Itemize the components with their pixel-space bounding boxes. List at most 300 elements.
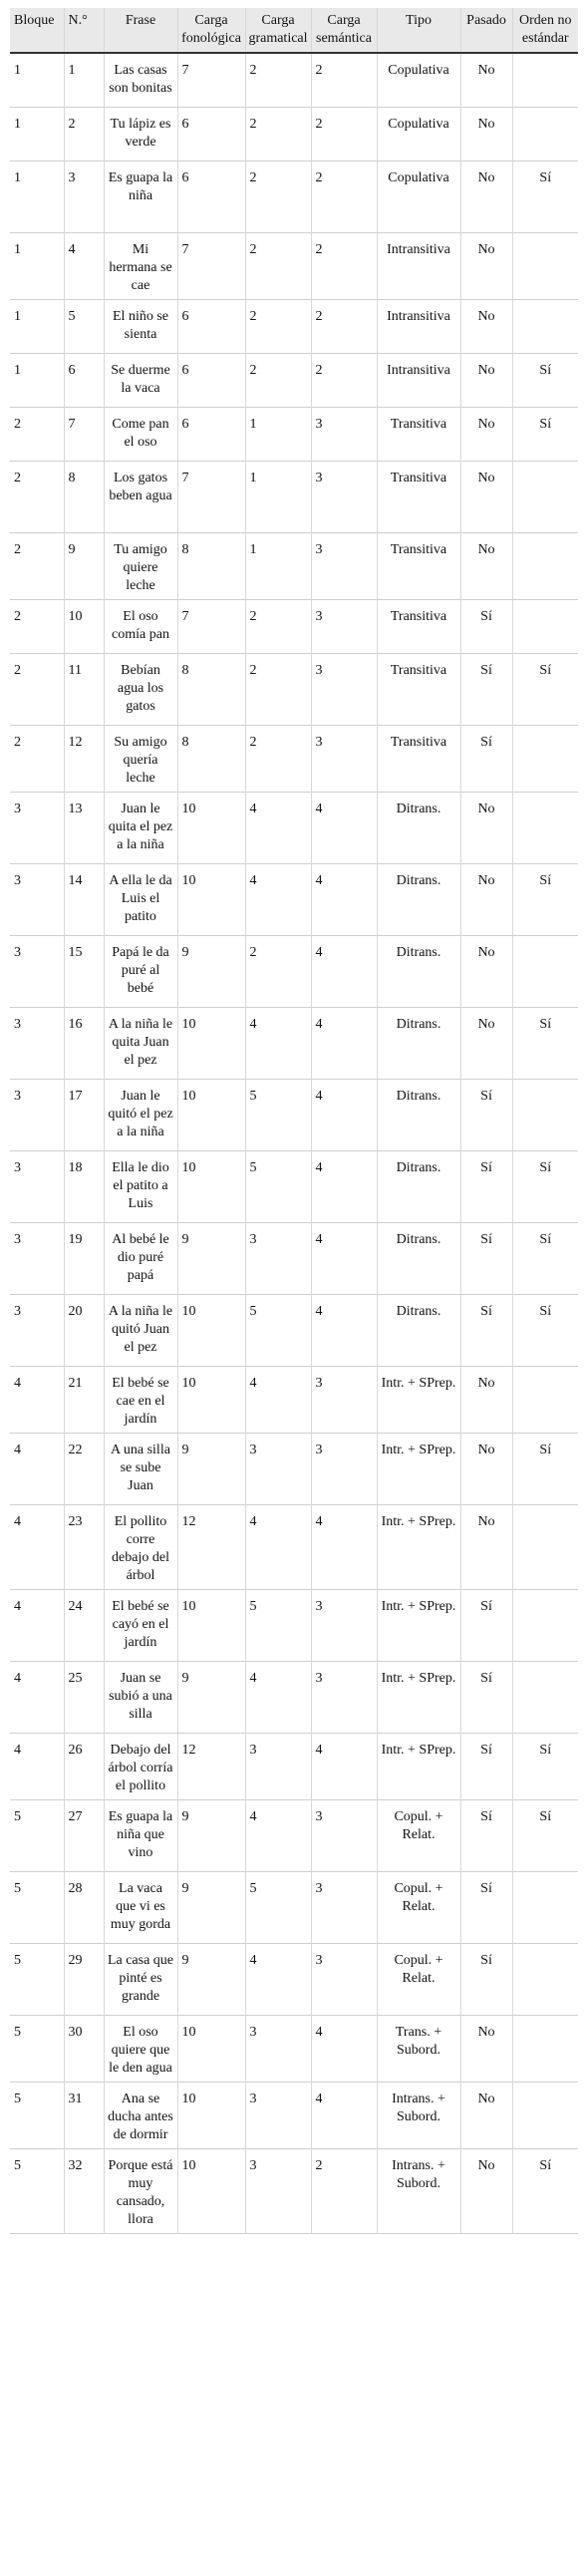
table-row [10, 2082, 578, 2148]
cell-pasado: Sí [460, 1943, 512, 2015]
cell-orden-no-estandar: Sí [512, 2148, 578, 2233]
cell-tipo: Copulativa [377, 161, 460, 232]
cell-orden-no-estandar [512, 107, 578, 161]
cell-carga-semantica: 3 [311, 653, 377, 725]
cell-orden-no-estandar [512, 532, 578, 599]
cell-frase: Los gatos beben agua [104, 461, 177, 532]
cell-pasado: No [460, 107, 512, 161]
cell-carga-fonologica: 10 [177, 2015, 245, 2082]
table-row [10, 2148, 578, 2233]
cell-pasado: Sí [460, 1733, 512, 1799]
cell-carga-semantica: 4 [311, 1294, 377, 1366]
table-row [10, 2015, 578, 2082]
table-row [10, 599, 578, 653]
cell-carga-semantica: 4 [311, 2015, 377, 2082]
cell-numero: 5 [64, 299, 104, 353]
cell-bloque: 5 [14, 1880, 21, 1896]
cell-carga-gramatical: 2 [245, 725, 311, 792]
cell-numero: 28 [64, 1871, 104, 1943]
cell-tipo: Intrans. + Subord. [377, 2148, 460, 2233]
cell-tipo: Transitiva [377, 407, 460, 461]
cell-frase: Es guapa la niña [104, 161, 177, 232]
cell-frase: Tu amigo quiere leche [104, 532, 177, 599]
cell-orden-no-estandar [512, 792, 578, 863]
cell-numero: 10 [64, 599, 104, 653]
cell-tipo: Ditrans. [377, 792, 460, 863]
cell-orden-no-estandar [512, 1871, 578, 1943]
cell-carga-semantica: 4 [311, 1504, 377, 1589]
cell-orden-no-estandar: Sí [512, 653, 578, 725]
cell-pasado: Sí [460, 1661, 512, 1733]
cell-bloque: 5 [14, 2157, 21, 2173]
cell-numero: 15 [64, 935, 104, 1007]
cell-carga-gramatical: 2 [245, 353, 311, 407]
cell-frase: Come pan el oso [104, 407, 177, 461]
cell-numero: 7 [64, 407, 104, 461]
cell-tipo: Intransitiva [377, 232, 460, 299]
cell-pasado: Sí [460, 1150, 512, 1222]
cell-carga-gramatical: 5 [245, 1589, 311, 1661]
table-row [10, 1589, 578, 1661]
cell-frase: Debajo del árbol corría el pollito [104, 1733, 177, 1799]
table-row [10, 1871, 578, 1943]
cell-pasado: Sí [460, 653, 512, 725]
cell-frase: La casa que pinté es grande [104, 1943, 177, 2015]
cell-carga-fonologica: 12 [177, 1733, 245, 1799]
header-orden-no-estandar: Orden no estándar [512, 8, 578, 53]
table-row [10, 1799, 578, 1871]
cell-bloque: 2 [14, 541, 21, 557]
cell-tipo: Intransitiva [377, 353, 460, 407]
cell-numero: 4 [64, 232, 104, 299]
cell-carga-fonologica: 7 [177, 53, 245, 107]
table-row [10, 1079, 578, 1150]
cell-numero: 30 [64, 2015, 104, 2082]
cell-bloque: 1 [14, 169, 21, 185]
cell-pasado: Sí [460, 1222, 512, 1294]
table-row [10, 1661, 578, 1733]
cell-numero: 11 [64, 653, 104, 725]
cell-bloque: 4 [14, 1375, 21, 1391]
cell-carga-fonologica: 10 [177, 1079, 245, 1150]
cell-tipo: Intr. + SPrep. [377, 1589, 460, 1661]
cell-frase: El oso quiere que le den agua [104, 2015, 177, 2082]
cell-frase: Tu lápiz es verde [104, 107, 177, 161]
cell-carga-fonologica: 10 [177, 1589, 245, 1661]
cell-numero: 18 [64, 1150, 104, 1222]
cell-carga-gramatical: 2 [245, 299, 311, 353]
cell-frase: Su amigo quería leche [104, 725, 177, 792]
cell-carga-fonologica: 8 [177, 532, 245, 599]
header-carga-gramatical: Carga gramatical [245, 8, 311, 53]
cell-bloque: 2 [14, 416, 21, 432]
cell-bloque: 3 [14, 944, 21, 960]
cell-pasado: No [460, 299, 512, 353]
cell-carga-gramatical: 4 [245, 792, 311, 863]
cell-tipo: Intr. + SPrep. [377, 1433, 460, 1504]
cell-pasado: Sí [460, 1079, 512, 1150]
cell-carga-semantica: 3 [311, 461, 377, 532]
cell-pasado: No [460, 353, 512, 407]
cell-carga-semantica: 3 [311, 725, 377, 792]
cell-carga-semantica: 3 [311, 1589, 377, 1661]
table-row [10, 161, 578, 232]
cell-numero: 8 [64, 461, 104, 532]
table-row [10, 53, 578, 107]
cell-carga-gramatical: 5 [245, 1150, 311, 1222]
cell-tipo: Copul. + Relat. [377, 1799, 460, 1871]
cell-bloque: 4 [14, 1742, 21, 1758]
cell-frase: Bebían agua los gatos [104, 653, 177, 725]
cell-carga-semantica: 3 [311, 407, 377, 461]
header-bloque: Bloque [10, 8, 64, 53]
cell-orden-no-estandar [512, 725, 578, 792]
cell-carga-fonologica: 10 [177, 863, 245, 935]
cell-orden-no-estandar: Sí [512, 161, 578, 232]
cell-numero: 12 [64, 725, 104, 792]
table-row [10, 353, 578, 407]
table-row [10, 1150, 578, 1222]
cell-carga-gramatical: 5 [245, 1294, 311, 1366]
cell-frase: Se duerme la vaca [104, 353, 177, 407]
table-row [10, 1007, 578, 1079]
cell-pasado: Sí [460, 1871, 512, 1943]
cell-carga-gramatical: 2 [245, 161, 311, 232]
cell-tipo: Transitiva [377, 653, 460, 725]
cell-tipo: Ditrans. [377, 1222, 460, 1294]
cell-carga-semantica: 4 [311, 935, 377, 1007]
cell-carga-fonologica: 6 [177, 107, 245, 161]
cell-tipo: Transitiva [377, 461, 460, 532]
cell-orden-no-estandar [512, 232, 578, 299]
cell-carga-gramatical: 1 [245, 407, 311, 461]
cell-frase: El bebé se cayó en el jardín [104, 1589, 177, 1661]
cell-carga-semantica: 3 [311, 1799, 377, 1871]
cell-carga-fonologica: 7 [177, 599, 245, 653]
cell-frase: El oso comía pan [104, 599, 177, 653]
cell-frase: Juan le quitó el pez a la niña [104, 1079, 177, 1150]
cell-pasado: Sí [460, 599, 512, 653]
cell-pasado: No [460, 461, 512, 532]
cell-carga-gramatical: 2 [245, 53, 311, 107]
cell-numero: 6 [64, 353, 104, 407]
cell-tipo: Transitiva [377, 599, 460, 653]
cell-carga-gramatical: 2 [245, 935, 311, 1007]
cell-carga-gramatical: 4 [245, 1504, 311, 1589]
cell-carga-fonologica: 10 [177, 792, 245, 863]
table-header [10, 8, 578, 53]
table-row [10, 863, 578, 935]
table-row [10, 1943, 578, 2015]
cell-carga-semantica: 4 [311, 1733, 377, 1799]
cell-pasado: No [460, 532, 512, 599]
header-tipo: Tipo [377, 8, 460, 53]
cell-carga-gramatical: 3 [245, 1222, 311, 1294]
cell-orden-no-estandar: Sí [512, 1733, 578, 1799]
header-pasado: Pasado [460, 8, 512, 53]
cell-carga-semantica: 4 [311, 1150, 377, 1222]
cell-bloque: 3 [14, 1159, 21, 1175]
cell-frase: El bebé se cae en el jardín [104, 1366, 177, 1433]
cell-bloque: 5 [14, 2024, 21, 2040]
table-body [10, 53, 578, 2233]
cell-carga-semantica: 4 [311, 1007, 377, 1079]
cell-numero: 3 [64, 161, 104, 232]
cell-tipo: Intr. + SPrep. [377, 1366, 460, 1433]
table-row [10, 461, 578, 532]
cell-numero: 31 [64, 2082, 104, 2148]
cell-carga-gramatical: 3 [245, 2148, 311, 2233]
header-carga-fonologica: Carga fonológica [177, 8, 245, 53]
cell-numero: 9 [64, 532, 104, 599]
cell-pasado: No [460, 232, 512, 299]
cell-carga-gramatical: 4 [245, 1943, 311, 2015]
cell-carga-gramatical: 3 [245, 2082, 311, 2148]
table-row [10, 1733, 578, 1799]
cell-pasado: No [460, 935, 512, 1007]
cell-carga-semantica: 3 [311, 599, 377, 653]
cell-pasado: No [460, 1007, 512, 1079]
cell-pasado: No [460, 863, 512, 935]
cell-bloque: 2 [14, 734, 21, 750]
cell-tipo: Copulativa [377, 107, 460, 161]
cell-bloque: 5 [14, 1808, 21, 1824]
cell-tipo: Copul. + Relat. [377, 1871, 460, 1943]
table-row [10, 935, 578, 1007]
cell-bloque: 1 [14, 308, 21, 324]
table-row [10, 1366, 578, 1433]
cell-carga-gramatical: 4 [245, 1007, 311, 1079]
cell-numero: 25 [64, 1661, 104, 1733]
cell-frase: Es guapa la niña que vino [104, 1799, 177, 1871]
cell-frase: La vaca que vi es muy gorda [104, 1871, 177, 1943]
cell-carga-semantica: 3 [311, 532, 377, 599]
cell-frase: A una silla se sube Juan [104, 1433, 177, 1504]
table-row [10, 107, 578, 161]
cell-pasado: No [460, 1504, 512, 1589]
cell-carga-semantica: 3 [311, 1366, 377, 1433]
cell-frase: Juan le quita el pez a la niña [104, 792, 177, 863]
cell-numero: 17 [64, 1079, 104, 1150]
cell-carga-semantica: 2 [311, 232, 377, 299]
cell-tipo: Copul. + Relat. [377, 1943, 460, 2015]
cell-frase: Papá le da puré al bebé [104, 935, 177, 1007]
cell-orden-no-estandar: Sí [512, 1007, 578, 1079]
cell-bloque: 3 [14, 1231, 21, 1247]
cell-carga-semantica: 2 [311, 299, 377, 353]
cell-numero: 32 [64, 2148, 104, 2233]
cell-carga-fonologica: 9 [177, 1799, 245, 1871]
cell-frase: Porque está muy cansado, llora [104, 2148, 177, 2233]
cell-bloque: 3 [14, 1088, 21, 1104]
cell-carga-semantica: 3 [311, 1943, 377, 2015]
cell-carga-semantica: 4 [311, 1079, 377, 1150]
cell-carga-gramatical: 3 [245, 1433, 311, 1504]
cell-carga-semantica: 2 [311, 353, 377, 407]
table-row [10, 407, 578, 461]
table-row [10, 1294, 578, 1366]
cell-numero: 1 [64, 53, 104, 107]
cell-carga-gramatical: 5 [245, 1079, 311, 1150]
cell-tipo: Intr. + SPrep. [377, 1661, 460, 1733]
cell-frase: Ana se ducha antes de dormir [104, 2082, 177, 2148]
table-row [10, 1504, 578, 1589]
cell-carga-fonologica: 10 [177, 2082, 245, 2148]
cell-carga-fonologica: 10 [177, 1294, 245, 1366]
cell-frase: Mi hermana se cae [104, 232, 177, 299]
cell-bloque: 3 [14, 1303, 21, 1319]
cell-carga-fonologica: 10 [177, 1007, 245, 1079]
cell-numero: 16 [64, 1007, 104, 1079]
cell-orden-no-estandar: Sí [512, 353, 578, 407]
cell-bloque: 2 [14, 470, 21, 485]
cell-carga-gramatical: 5 [245, 1871, 311, 1943]
header-carga-semantica: Carga semántica [311, 8, 377, 53]
cell-tipo: Ditrans. [377, 863, 460, 935]
cell-numero: 14 [64, 863, 104, 935]
cell-frase: Al bebé le dio puré papá [104, 1222, 177, 1294]
cell-carga-gramatical: 3 [245, 1733, 311, 1799]
cell-bloque: 3 [14, 801, 21, 816]
cell-bloque: 1 [14, 116, 21, 132]
cell-carga-semantica: 4 [311, 792, 377, 863]
cell-tipo: Transitiva [377, 532, 460, 599]
cell-carga-fonologica: 9 [177, 1871, 245, 1943]
cell-carga-gramatical: 4 [245, 1661, 311, 1733]
cell-bloque: 5 [14, 2091, 21, 2106]
cell-bloque: 1 [14, 362, 21, 378]
cell-carga-fonologica: 12 [177, 1504, 245, 1589]
cell-orden-no-estandar [512, 299, 578, 353]
cell-pasado: No [460, 2015, 512, 2082]
cell-carga-semantica: 2 [311, 107, 377, 161]
cell-numero: 19 [64, 1222, 104, 1294]
cell-carga-fonologica: 9 [177, 1661, 245, 1733]
table-row [10, 532, 578, 599]
cell-carga-gramatical: 4 [245, 1366, 311, 1433]
cell-bloque: 1 [14, 241, 21, 257]
cell-orden-no-estandar: Sí [512, 1294, 578, 1366]
cell-carga-fonologica: 9 [177, 935, 245, 1007]
cell-orden-no-estandar: Sí [512, 863, 578, 935]
sentences-table [10, 8, 578, 2234]
cell-pasado: No [460, 2082, 512, 2148]
cell-carga-fonologica: 8 [177, 725, 245, 792]
cell-tipo: Trans. + Subord. [377, 2015, 460, 2082]
cell-bloque: 5 [14, 1952, 21, 1968]
cell-pasado: Sí [460, 725, 512, 792]
cell-carga-gramatical: 3 [245, 2015, 311, 2082]
table-row [10, 792, 578, 863]
cell-tipo: Ditrans. [377, 1007, 460, 1079]
cell-pasado: Sí [460, 1799, 512, 1871]
cell-orden-no-estandar [512, 935, 578, 1007]
cell-bloque: 4 [14, 1513, 21, 1529]
table-row [10, 1433, 578, 1504]
cell-numero: 23 [64, 1504, 104, 1589]
cell-pasado: No [460, 792, 512, 863]
header-numero: N.° [64, 8, 104, 53]
cell-orden-no-estandar [512, 461, 578, 532]
cell-pasado: No [460, 1366, 512, 1433]
cell-carga-semantica: 2 [311, 2148, 377, 2233]
table-row [10, 1222, 578, 1294]
table-row [10, 232, 578, 299]
cell-bloque: 1 [14, 63, 21, 78]
cell-carga-gramatical: 2 [245, 599, 311, 653]
cell-pasado: No [460, 161, 512, 232]
cell-orden-no-estandar [512, 1366, 578, 1433]
cell-pasado: Sí [460, 1294, 512, 1366]
cell-pasado: Sí [460, 1589, 512, 1661]
cell-carga-semantica: 2 [311, 161, 377, 232]
cell-orden-no-estandar [512, 53, 578, 107]
cell-carga-gramatical: 2 [245, 107, 311, 161]
cell-frase: El niño se sienta [104, 299, 177, 353]
cell-orden-no-estandar: Sí [512, 1433, 578, 1504]
cell-orden-no-estandar [512, 1504, 578, 1589]
cell-numero: 22 [64, 1433, 104, 1504]
cell-frase: A ella le da Luis el patito [104, 863, 177, 935]
cell-carga-gramatical: 4 [245, 863, 311, 935]
cell-bloque: 3 [14, 1016, 21, 1032]
cell-pasado: No [460, 53, 512, 107]
cell-tipo: Intr. + SPrep. [377, 1733, 460, 1799]
cell-pasado: No [460, 407, 512, 461]
cell-frase: A la niña le quitó Juan el pez [104, 1294, 177, 1366]
cell-carga-fonologica: 7 [177, 461, 245, 532]
cell-tipo: Intransitiva [377, 299, 460, 353]
cell-carga-gramatical: 1 [245, 461, 311, 532]
cell-carga-semantica: 3 [311, 1871, 377, 1943]
cell-carga-fonologica: 8 [177, 653, 245, 725]
cell-carga-fonologica: 10 [177, 1150, 245, 1222]
cell-tipo: Ditrans. [377, 935, 460, 1007]
cell-tipo: Copulativa [377, 53, 460, 107]
cell-bloque: 2 [14, 608, 21, 624]
cell-carga-gramatical: 2 [245, 653, 311, 725]
cell-numero: 2 [64, 107, 104, 161]
cell-tipo: Transitiva [377, 725, 460, 792]
cell-frase: Las casas son bonitas [104, 53, 177, 107]
cell-bloque: 4 [14, 1598, 21, 1614]
cell-frase: Juan se subió a una silla [104, 1661, 177, 1733]
header-frase: Frase [104, 8, 177, 53]
cell-carga-semantica: 2 [311, 53, 377, 107]
cell-pasado: No [460, 1433, 512, 1504]
cell-orden-no-estandar [512, 2082, 578, 2148]
cell-orden-no-estandar: Sí [512, 1150, 578, 1222]
cell-numero: 27 [64, 1799, 104, 1871]
cell-frase: A la niña le quita Juan el pez [104, 1007, 177, 1079]
cell-carga-fonologica: 6 [177, 161, 245, 232]
cell-carga-fonologica: 9 [177, 1943, 245, 2015]
cell-carga-fonologica: 6 [177, 353, 245, 407]
cell-carga-semantica: 3 [311, 1661, 377, 1733]
cell-tipo: Intr. + SPrep. [377, 1504, 460, 1589]
cell-frase: Ella le dio el patito a Luis [104, 1150, 177, 1222]
cell-pasado: No [460, 2148, 512, 2233]
table-row [10, 299, 578, 353]
cell-bloque: 3 [14, 872, 21, 888]
cell-orden-no-estandar: Sí [512, 1222, 578, 1294]
cell-carga-fonologica: 10 [177, 2148, 245, 2233]
cell-carga-fonologica: 9 [177, 1433, 245, 1504]
cell-carga-fonologica: 7 [177, 232, 245, 299]
cell-carga-fonologica: 6 [177, 407, 245, 461]
cell-numero: 29 [64, 1943, 104, 2015]
header-row [10, 8, 578, 53]
